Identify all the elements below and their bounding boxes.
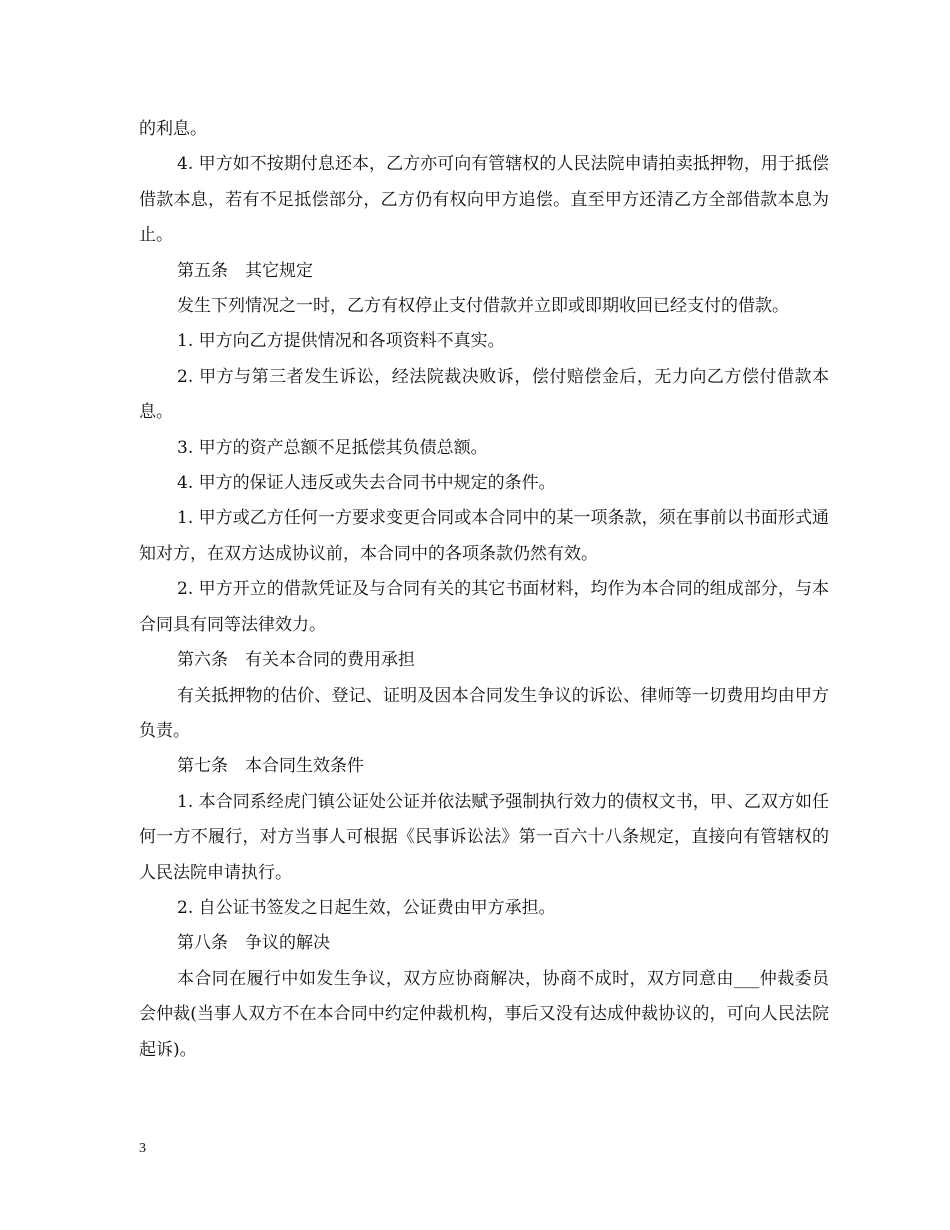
paragraph-clause-4-auction: 4. 甲方如不按期付息还本，乙方亦可向有管辖权的人民法院申请拍卖抵押物，用于抵偿借款本息，若有不足抵偿部分，乙方仍有权向甲方追偿。直至甲方还清乙方全部借款本息为止。 [139, 154, 829, 246]
page-number: 3 [139, 1141, 146, 1156]
paragraph-costs: 有关抵押物的估价、登记、证明及因本合同发生争议的诉讼、律师等一切费用均由甲方负责。 [139, 685, 829, 741]
section-heading-article-8: 第八条 争议的解决 [177, 933, 330, 954]
paragraph-dispute-resolution: 本合同在履行中如发生争议，双方应协商解决，协商不成时，双方同意由___仲裁委员会仲裁(当事人双方不在本合同中约定仲裁机构，事后又没有达成仲裁协议的，可向人民法院起诉)。 [139, 968, 829, 1060]
section-heading-article-5: 第五条 其它规定 [177, 260, 313, 281]
paragraph-notarization: 1. 本合同系经虎门镇公证处公证并依法赋予强制执行效力的债权文书，甲、乙双方如任何一方不履行，对方当事人可根据《民事诉讼法》第一百六十八条规定，直接向有管辖权的人民法院申请执行。 [139, 791, 829, 883]
paragraph-item-3-assets: 3. 甲方的资产总额不足抵偿其负债总额。 [177, 437, 488, 458]
paragraph-article-5-intro: 发生下列情况之一时，乙方有权停止支付借款并立即或即期收回已经支付的借款。 [177, 296, 789, 317]
paragraph-interest-end: 的利息。 [139, 119, 207, 139]
document-body [139, 112, 829, 1068]
paragraph-effective-date: 2. 自公证书签发之日起生效，公证费由甲方承担。 [177, 897, 556, 918]
paragraph-item-2-litigation: 2. 甲方与第三者发生诉讼，经法院裁决败诉，偿付赔偿金后，无力向乙方偿付借款本息。 [139, 366, 829, 423]
section-heading-article-6: 第六条 有关本合同的费用承担 [177, 650, 415, 671]
paragraph-change-notice: 1. 甲方或乙方任何一方要求变更合同或本合同中的某一项条款，须在事前以书面形式通知对方，在双方达成协议前，本合同中的各项条款仍然有效。 [139, 508, 829, 564]
section-heading-article-7: 第七条 本合同生效条件 [177, 756, 364, 777]
paragraph-item-4-guarantor: 4. 甲方的保证人违反或失去合同书中规定的条件。 [177, 473, 556, 494]
paragraph-documents-validity: 2. 甲方开立的借款凭证及与合同有关的其它书面材料，均作为本合同的组成部分，与本合同具有同等法律效力。 [139, 579, 829, 635]
paragraph-item-1-false-info: 1. 甲方向乙方提供情况和各项资料不真实。 [177, 331, 505, 352]
